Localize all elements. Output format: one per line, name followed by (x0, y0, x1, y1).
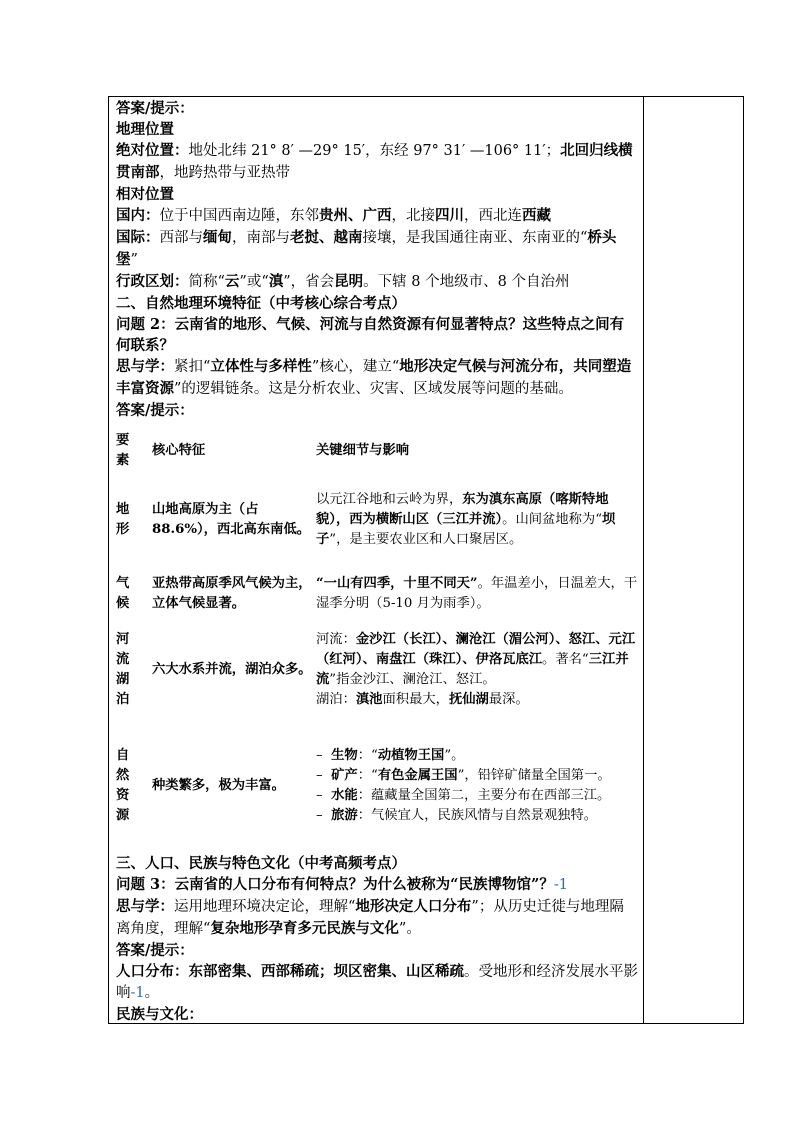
section-3-title: 三、人口、民族与特色文化（中考高频考点） (116, 855, 406, 872)
list-item: – 矿产：“有色金属王国”，铅锌矿储量全国第一。 (316, 768, 611, 783)
terrain-detail: 以元江谷地和云岭为界，东为滇东高原（喀斯特地貌），西为横断山区（三江并流）。山间盆地称为“坝子”，是主要农业区和人口聚居区。 (316, 492, 616, 547)
natural-features-table (116, 429, 638, 853)
population-distribution: 人口分布：东部密集、西部稀疏；坝区密集、山区稀疏。受地形和经济发展水平影响-1。 (116, 963, 638, 1001)
header-core: 核心特征 (152, 443, 206, 458)
list-item: – 水能：蕴藏量全国第二，主要分布在西部三江。 (316, 788, 611, 803)
think-learn-2: 思与学：紧扣“立体性与多样性”核心，建立“地形决定气候与河流分布，共同塑造丰富资源”的逻辑链条。这是分析农业、灾害、区域发展等问题的基础。 (116, 358, 632, 397)
row-name-rivers-lakes: 河流湖泊 (116, 632, 130, 707)
row-name-climate: 气候 (116, 576, 130, 611)
administrative-division: 行政区划：简称“云”或“滇”，省会昆明。下辖 8 个地级市、8 个自治州 (116, 273, 570, 290)
section-2-title: 二、自然地理环境特征（中考核心综合考点） (116, 295, 406, 312)
international-position: 国际：西部与缅甸，南部与老挝、越南接壤，是我国通往南亚、东南亚的“桥头堡” (116, 229, 617, 268)
climate-detail: “一山有四季，十里不同天”。年温差小，日温差大，干湿季分明（5-10 月为雨季）。 (316, 576, 638, 611)
table-row (116, 719, 638, 853)
document-body (116, 98, 638, 1025)
table-header-row (116, 429, 638, 473)
question-2: 问题 2：云南省的地形、气候、河流与自然资源有何显著特点？这些特点之间有何联系？ (116, 316, 625, 354)
think-learn-3: 思与学：运用地理环境决定论，理解“地形决定人口分布”；从历史迁徙与地理隔离角度，理解“复杂地形孕育多元民族与文化”。 (116, 898, 624, 937)
geo-position-title: 地理位置 (116, 121, 174, 138)
row-name-resources: 自然资源 (116, 748, 130, 823)
rivers-line: 河流：金沙江（长江）、澜沧江（湄公河）、怒江、元江（红河）、南盘江（珠江）、伊洛瓦底江。著名“三江并流”指金沙江、澜沧江、怒江。 (316, 632, 636, 687)
absolute-position: 绝对位置：地处北纬 21° 8′ —29° 15′，东经 97° 31′ —106° 11′；北回归线横贯南部，地跨热带与亚热带 (116, 142, 633, 181)
table-row (116, 473, 638, 567)
question-3: 问题 3：云南省的人口分布有何特点？为什么被称为“民族博物馆”？-1 (116, 876, 568, 893)
resources-detail (316, 719, 638, 853)
relative-position-title: 相对位置 (116, 186, 174, 203)
row-name-terrain: 地形 (116, 502, 130, 537)
climate-core: 亚热带高原季风气候为主，立体气候显著。 (152, 576, 312, 611)
rivers-core: 六大水系并流，湖泊众多。 (152, 662, 312, 677)
resources-core: 种类繁多，极为丰富。 (152, 778, 285, 793)
column-divider (643, 96, 644, 1024)
rivers-detail (316, 621, 638, 719)
resources-list (316, 746, 638, 826)
table-row (116, 621, 638, 719)
answer-heading-3: 答案/提示： (116, 942, 194, 959)
table-row (116, 567, 638, 621)
lakes-line: 湖泊：滇池面积最大，抚仙湖最深。 (316, 692, 529, 707)
terrain-core: 山地高原为主（占88.6%），西北高东南低。 (152, 502, 311, 537)
list-item: – 生物：“动植物王国”。 (316, 748, 465, 763)
answer-heading-2: 答案/提示： (116, 402, 194, 419)
ethnic-culture-label: 民族与文化： (116, 1006, 203, 1023)
answer-heading: 答案/提示： (116, 100, 194, 117)
list-item: – 旅游：气候宜人，民族风情与自然景观独特。 (316, 808, 598, 823)
domestic-position: 国内：位于中国西南边陲，东邻贵州、广西，北接四川，西北连西藏 (116, 207, 551, 224)
header-element: 要素 (116, 433, 130, 468)
header-detail: 关键细节与影响 (316, 443, 410, 458)
